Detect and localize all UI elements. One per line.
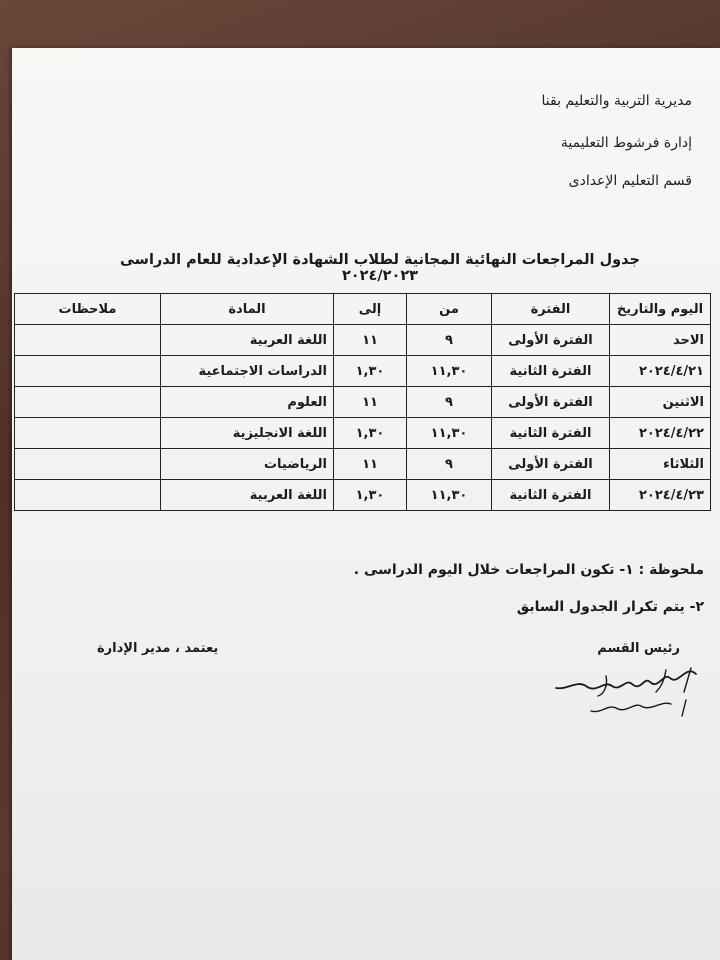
cell-to: ١,٣٠ [334, 418, 407, 449]
cell-notes [15, 387, 161, 418]
cell-period: الفترة الأولى [492, 449, 610, 480]
header-period: الفترة [492, 294, 610, 325]
directorate-name: مديرية التربية والتعليم بقنا [541, 93, 692, 109]
table-row [15, 418, 711, 449]
cell-to: ١١ [334, 387, 407, 418]
table-row [15, 387, 711, 418]
schedule-table [14, 293, 711, 511]
cell-to: ١١ [334, 449, 407, 480]
cell-period: الفترة الثانية [492, 356, 610, 387]
cell-day: ٢٠٢٤/٤/٢٢ [610, 418, 711, 449]
cell-subject: اللغة العربية [161, 480, 334, 511]
note-line-2: ٢- يتم تكرار الجدول السابق [516, 599, 704, 615]
cell-period: الفترة الأولى [492, 325, 610, 356]
cell-day: ٢٠٢٤/٤/٢١ [610, 356, 711, 387]
header-to: إلى [334, 294, 407, 325]
cell-subject: الدراسات الاجتماعية [161, 356, 334, 387]
cell-from: ١١,٣٠ [407, 418, 492, 449]
cell-subject: اللغة العربية [161, 325, 334, 356]
cell-to: ١,٣٠ [334, 480, 407, 511]
cell-period: الفترة الثانية [492, 418, 610, 449]
cell-notes [15, 418, 161, 449]
cell-to: ١١ [334, 325, 407, 356]
cell-from: ١١,٣٠ [407, 480, 492, 511]
approval-label: يعتمد ، مدير الإدارة [97, 641, 219, 656]
header-subject: المادة [161, 294, 334, 325]
administration-name: إدارة فرشوط التعليمية [560, 135, 692, 151]
header-notes: ملاحظات [15, 294, 161, 325]
cell-subject: الرياضيات [161, 449, 334, 480]
table-header-row [15, 294, 711, 325]
cell-period: الفترة الثانية [492, 480, 610, 511]
table-row [15, 325, 711, 356]
cell-to: ١,٣٠ [334, 356, 407, 387]
cell-notes [15, 449, 161, 480]
document-page [12, 48, 720, 960]
note-line-1: ملحوظة : ١- تكون المراجعات خلال اليوم الدراسى . [353, 562, 704, 578]
cell-day: الثلاثاء [610, 449, 711, 480]
cell-notes [15, 356, 161, 387]
cell-notes [15, 480, 161, 511]
cell-from: ٩ [407, 449, 492, 480]
cell-subject: اللغة الانجليزية [161, 418, 334, 449]
cell-day: ٢٠٢٤/٤/٢٣ [610, 480, 711, 511]
cell-day: الاحد [610, 325, 711, 356]
cell-period: الفترة الأولى [492, 387, 610, 418]
table-row [15, 356, 711, 387]
header-day-date: اليوم والتاريخ [610, 294, 711, 325]
cell-notes [15, 325, 161, 356]
table-row [15, 480, 711, 511]
document-title: جدول المراجعات النهائية المجانية لطلاب الشهادة الإعدادية للعام الدراسى ٢٠٢٤/٢٠٢٣ [120, 252, 640, 284]
department-head-label: رئيس القسم [597, 641, 680, 656]
header-from: من [407, 294, 492, 325]
cell-day: الاثنين [610, 387, 711, 418]
cell-from: ٩ [407, 387, 492, 418]
handwritten-signature [546, 656, 706, 726]
table-row [15, 449, 711, 480]
department-name: قسم التعليم الإعدادى [568, 173, 692, 189]
cell-from: ١١,٣٠ [407, 356, 492, 387]
cell-from: ٩ [407, 325, 492, 356]
cell-subject: العلوم [161, 387, 334, 418]
